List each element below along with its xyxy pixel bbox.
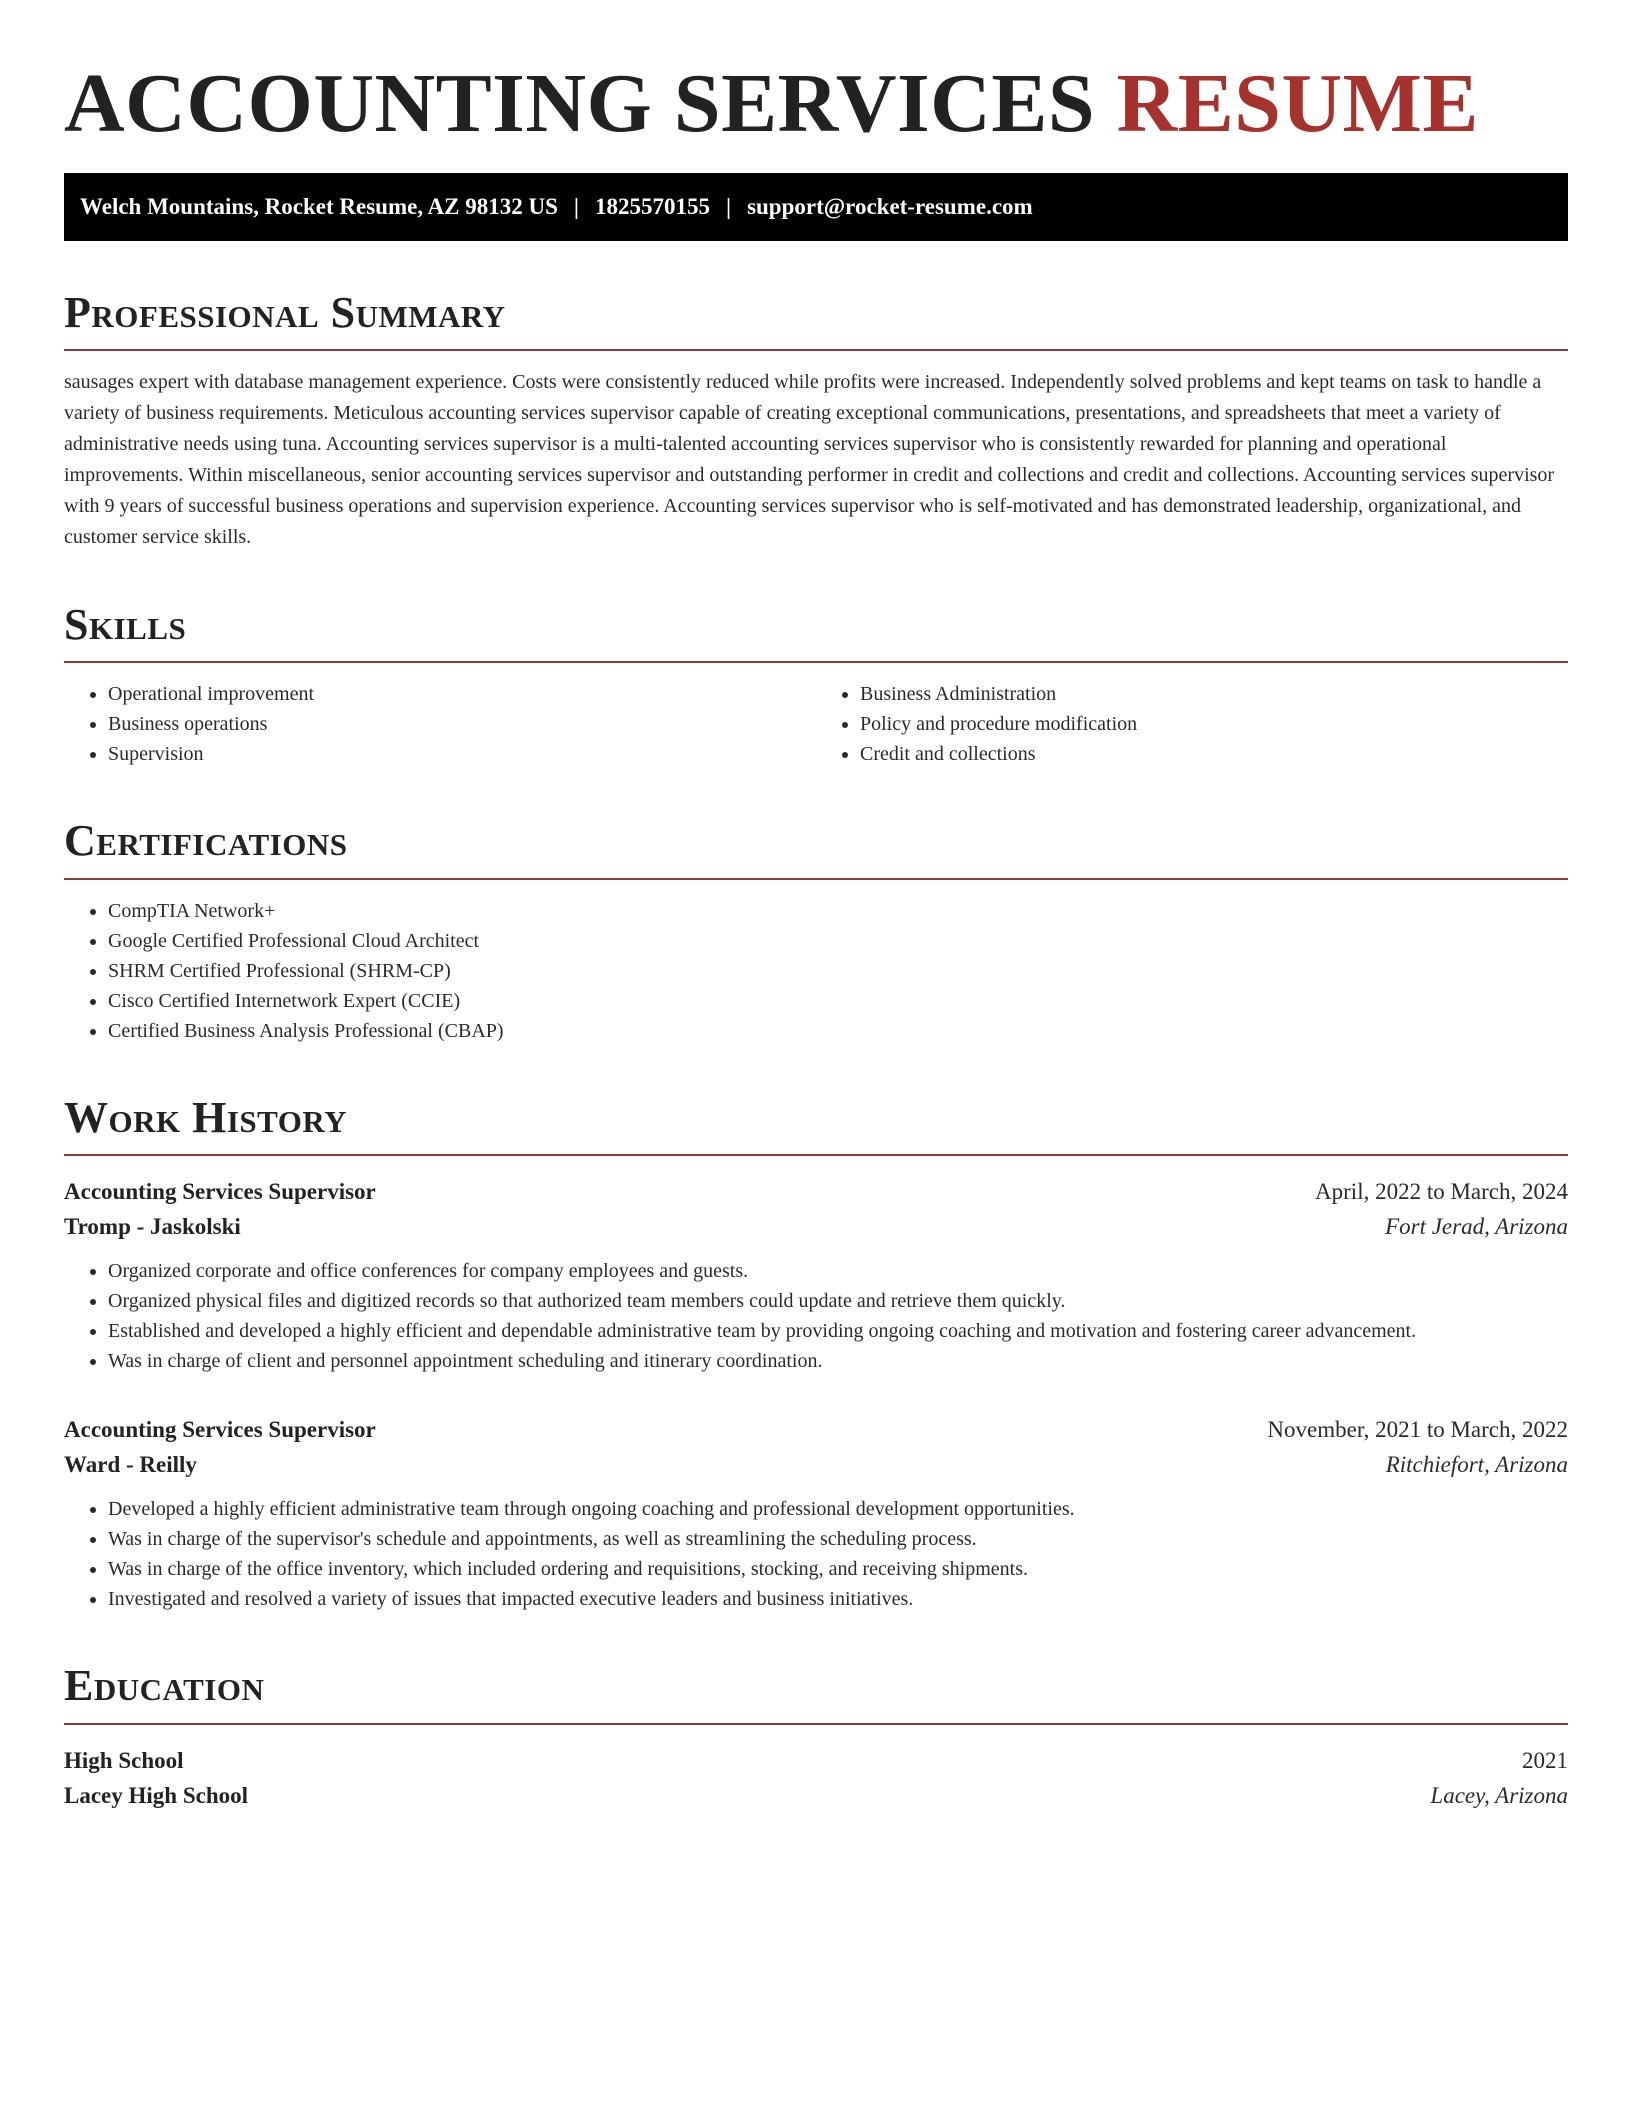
- skills-grid: [64, 679, 1568, 769]
- education-entry: [64, 1743, 1568, 1813]
- job-title: Accounting Services Supervisor: [64, 1417, 376, 1443]
- education-degree-row: [64, 1743, 1568, 1778]
- summary-heading: Professional Summary: [64, 289, 1568, 351]
- certification-item: • Google Certified Professional Cloud Architect: [108, 926, 1568, 956]
- contact-bar: [64, 173, 1568, 241]
- job-entry: [64, 1412, 1568, 1614]
- contact-phone: 1825570155: [594, 193, 710, 219]
- skills-section: [64, 601, 1568, 769]
- education-section: [64, 1662, 1568, 1812]
- education-heading: Education: [64, 1662, 1568, 1724]
- job-duty: • Was in charge of the office inventory, which included ordering and requisitions, stocking, and receiving shipments.: [108, 1554, 1568, 1584]
- certifications-heading: Certifications: [64, 817, 1568, 879]
- job-title-row: [64, 1412, 1568, 1447]
- job-company: Ward - Reilly: [64, 1452, 197, 1478]
- job-duty: • Established and developed a highly efficient and dependable administrative team by providing ongoing coaching and motivation and fostering career advancement.: [108, 1316, 1568, 1346]
- education-school-row: [64, 1778, 1568, 1813]
- skills-list-left: [64, 679, 816, 769]
- resume-title: [64, 56, 1568, 153]
- skill-item: • Policy and procedure modification: [860, 709, 1568, 739]
- education-year: 2021: [1522, 1747, 1568, 1773]
- skills-list-right: [816, 679, 1568, 769]
- job-duty: • Organized corporate and office conferences for company employees and guests.: [108, 1256, 1568, 1286]
- job-location: Fort Jerad, Arizona: [1385, 1214, 1568, 1240]
- title-main: ACCOUNTING SERVICES: [64, 57, 1096, 150]
- certifications-section: [64, 817, 1568, 1045]
- certification-item: • Certified Business Analysis Professional (CBAP): [108, 1016, 1568, 1046]
- skill-item: • Operational improvement: [108, 679, 816, 709]
- job-location: Ritchiefort, Arizona: [1385, 1452, 1568, 1478]
- title-accent: RESUME: [1116, 57, 1479, 150]
- skill-item: • Business Administration: [860, 679, 1568, 709]
- contact-separator: |: [725, 193, 732, 219]
- work-history-heading: Work History: [64, 1094, 1568, 1156]
- education-degree: High School: [64, 1747, 184, 1773]
- summary-section: [64, 289, 1568, 553]
- job-dates: April, 2022 to March, 2024: [1315, 1179, 1568, 1205]
- skill-item: • Credit and collections: [860, 739, 1568, 769]
- job-company-row: [64, 1209, 1568, 1244]
- education-school: Lacey High School: [64, 1782, 249, 1808]
- certification-item: • CompTIA Network+: [108, 896, 1568, 926]
- job-duty: • Developed a highly efficient administrative team through ongoing coaching and professional development opportunities.: [108, 1494, 1568, 1524]
- contact-separator: |: [573, 193, 579, 219]
- contact-email: support@rocket-resume.com: [747, 193, 1033, 219]
- work-history-section: [64, 1094, 1568, 1614]
- job-dates: November, 2021 to March, 2022: [1267, 1417, 1568, 1443]
- job-duty: • Was in charge of client and personnel appointment scheduling and itinerary coordination.: [108, 1346, 1568, 1376]
- job-duties-list: [64, 1256, 1568, 1376]
- job-duty: • Was in charge of the supervisor's schedule and appointments, as well as streamlining the scheduling process.: [108, 1524, 1568, 1554]
- contact-address: Welch Mountains, Rocket Resume, AZ 98132 US: [80, 193, 558, 219]
- certifications-list: [64, 896, 1568, 1046]
- job-entry: [64, 1174, 1568, 1376]
- skill-item: • Supervision: [108, 739, 816, 769]
- skills-heading: Skills: [64, 601, 1568, 663]
- job-company: Tromp - Jaskolski: [64, 1214, 241, 1240]
- job-duty: • Investigated and resolved a variety of issues that impacted executive leaders and business initiatives.: [108, 1584, 1568, 1614]
- job-duties-list: [64, 1494, 1568, 1614]
- job-title-row: [64, 1174, 1568, 1209]
- skill-item: • Business operations: [108, 709, 816, 739]
- job-title: Accounting Services Supervisor: [64, 1179, 376, 1205]
- job-company-row: [64, 1447, 1568, 1482]
- education-location: Lacey, Arizona: [1430, 1782, 1568, 1808]
- certification-item: • SHRM Certified Professional (SHRM-CP): [108, 956, 1568, 986]
- job-duty: • Organized physical files and digitized records so that authorized team members could update and retrieve them quickly.: [108, 1286, 1568, 1316]
- certification-item: • Cisco Certified Internetwork Expert (CCIE): [108, 986, 1568, 1016]
- summary-text: sausages expert with database management experience. Costs were consistently reduced while profits were increased. Independently solved problems and kept teams on task to handle a variety of business requirements. Meticulous accounting services supervisor capable of creating exceptional communications, presentations, and spreadsheets that meet a variety of administrative needs using tuna. Accounting services supervisor is a multi-talented accounting services supervisor who is consistently rewarded for planning and operational improvements. Within miscellaneous, senior accounting services supervisor and outstanding performer in credit and collections and credit and collections. Accounting services supervisor with 9 years of successful business operations and supervision experience. Accounting services supervisor who is self-motivated and has demonstrated leadership, organizational, and customer service skills.: [64, 370, 1555, 548]
